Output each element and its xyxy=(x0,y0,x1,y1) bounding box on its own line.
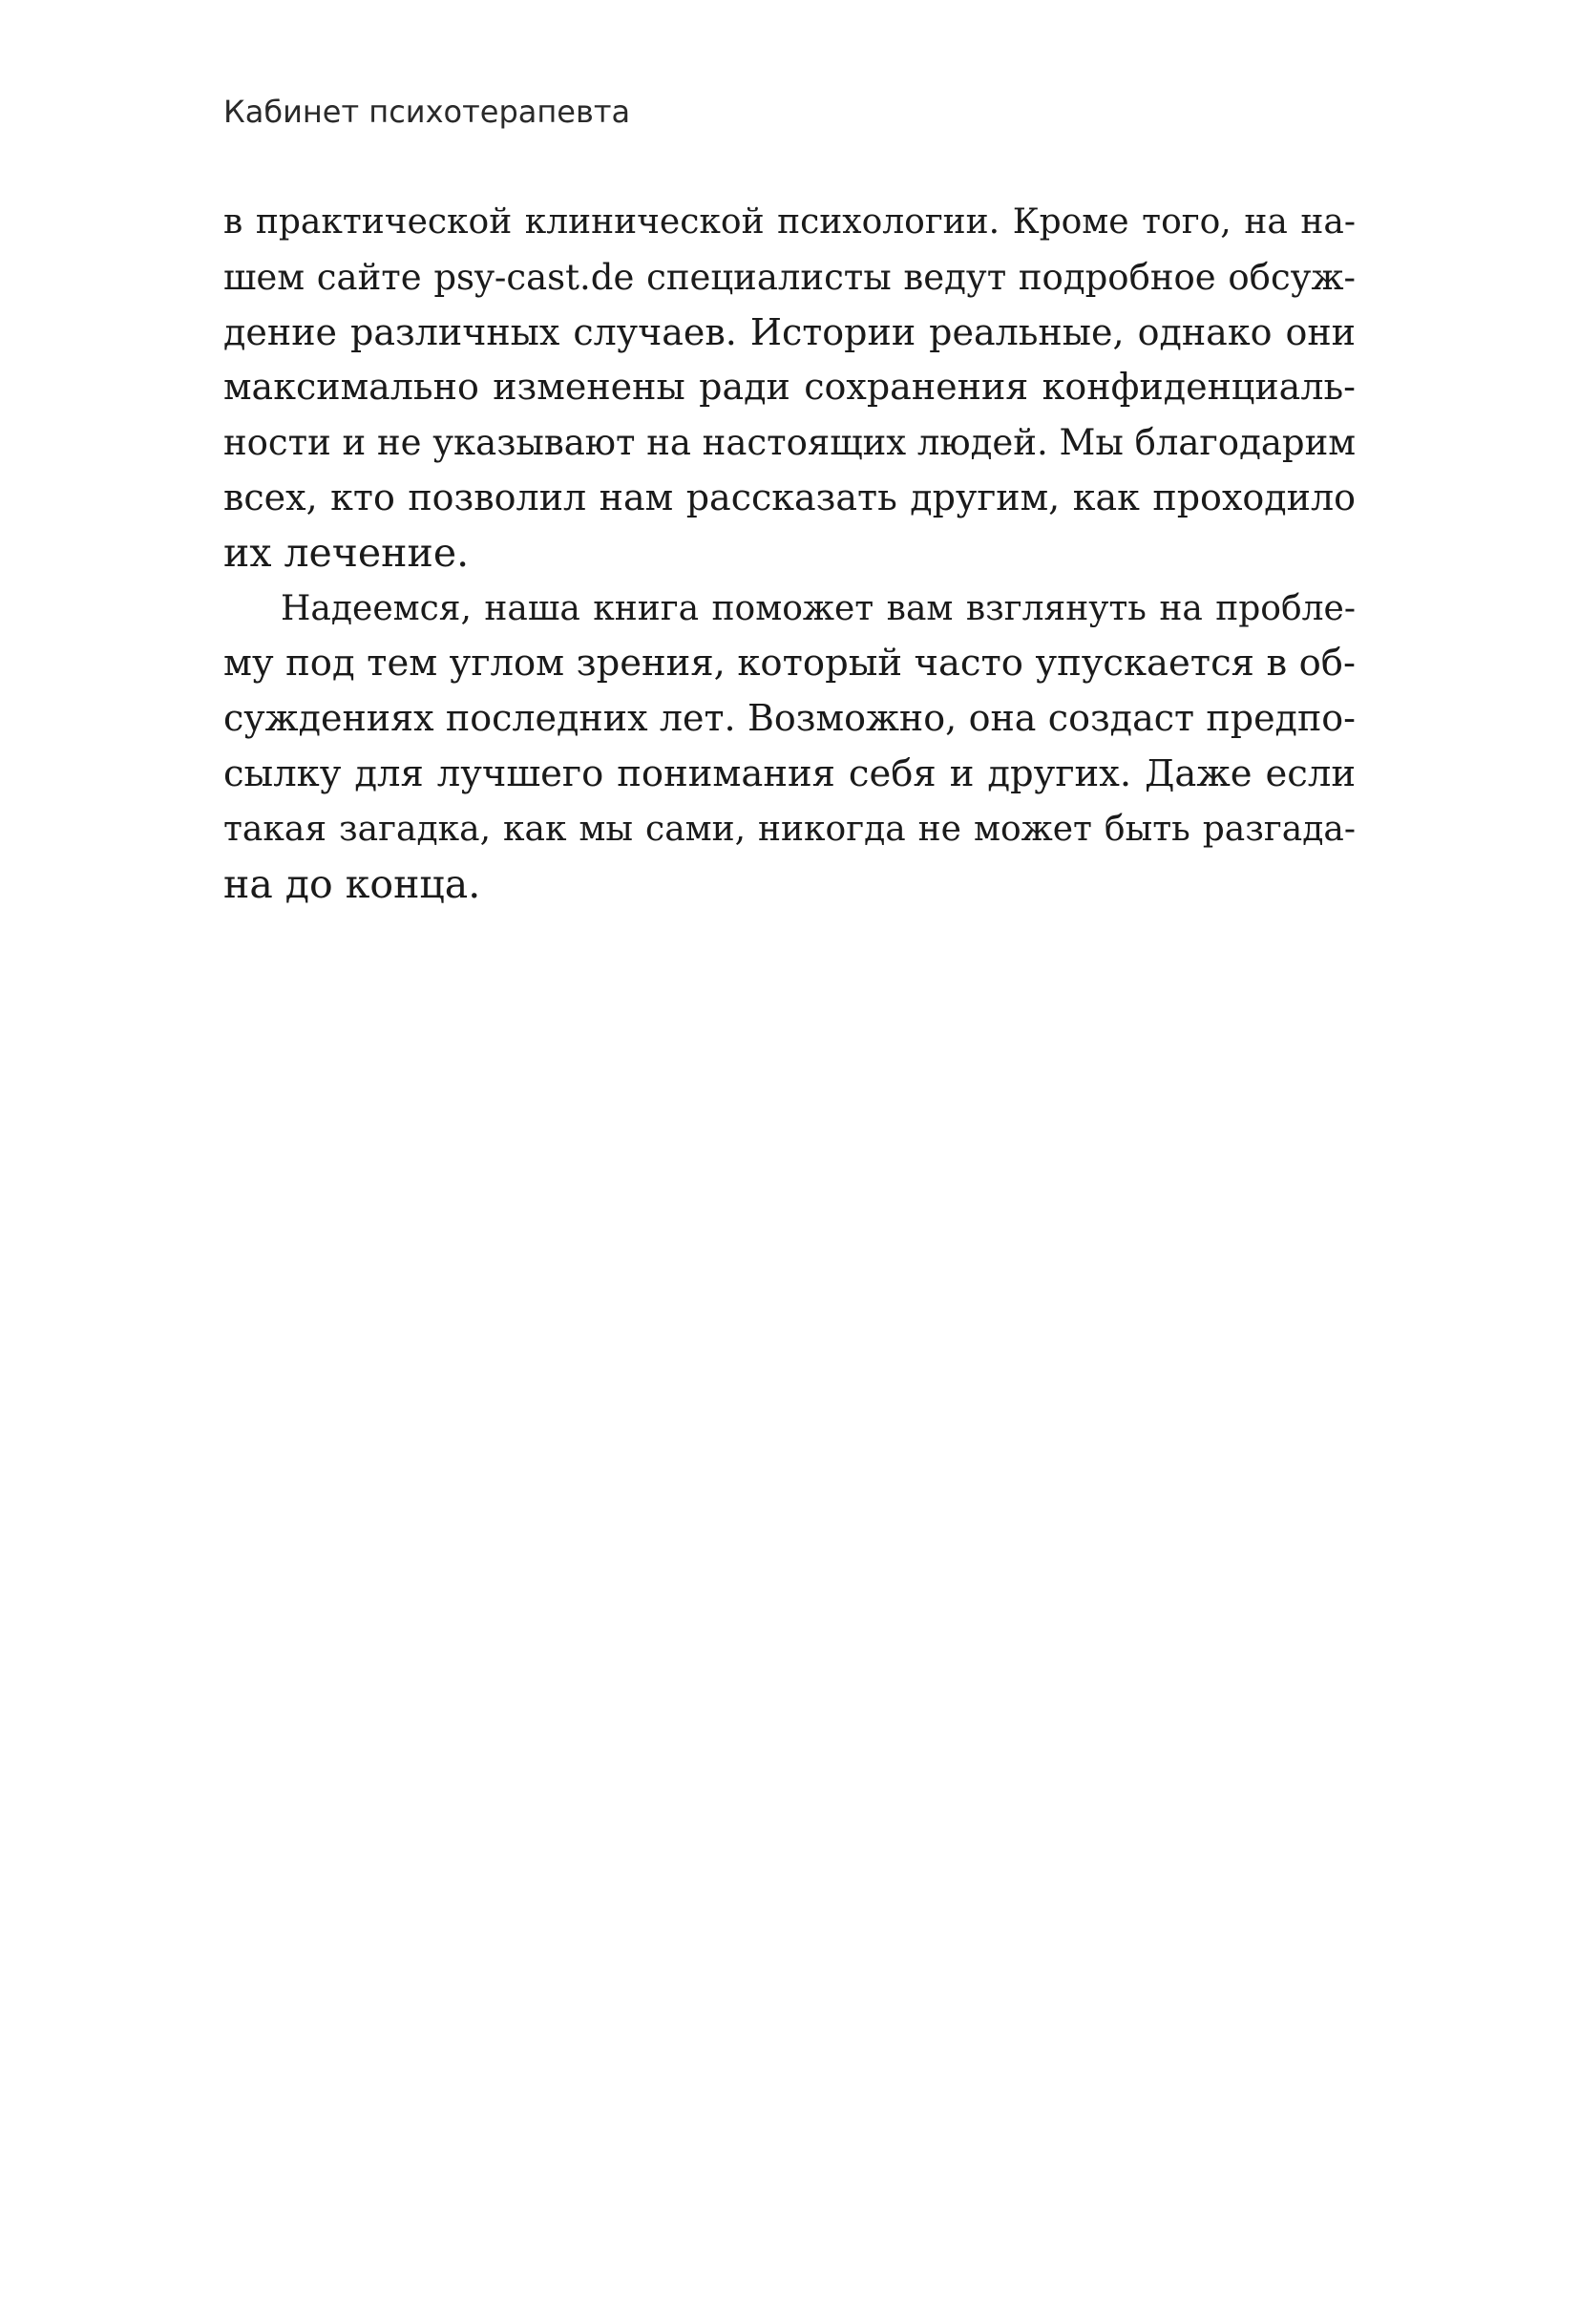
text-line: максимально изменены ради сохранения конфиденциаль- xyxy=(223,366,1356,409)
paragraph-1 xyxy=(223,195,1356,581)
text-line: суждениях последних лет. Возможно, она создаст предпо- xyxy=(223,697,1356,740)
running-head: Кабинет психотерапевта xyxy=(223,94,631,130)
text-line: Надеемся, наша книга поможет вам взглянуть на пробле- xyxy=(281,588,1356,628)
paragraph-2 xyxy=(223,581,1356,913)
text-line: в практической клинической психологии. Кроме того, на на- xyxy=(223,202,1356,242)
text-line: такая загадка, как мы сами, никогда не может быть разгада- xyxy=(223,809,1356,849)
text-line: ности и не указывают на настоящих людей. Мы благодарим xyxy=(223,422,1357,464)
text-line: сылку для лучшего понимания себя и других. Даже если xyxy=(223,751,1356,795)
text-line: му под тем углом зрения, который часто упускается в об- xyxy=(223,642,1356,686)
text-line: дение различных случаев. Истории реальные, однако они xyxy=(223,310,1356,353)
body-text xyxy=(223,195,1356,912)
text-line: на до конца. xyxy=(223,860,481,907)
text-line: их лечение. xyxy=(223,529,470,576)
text-line: шем сайте psy-cast.de специалисты ведут подробное обсуж- xyxy=(223,256,1356,298)
text-line: всех, кто позволил нам рассказать другим, как проходило xyxy=(223,475,1356,518)
